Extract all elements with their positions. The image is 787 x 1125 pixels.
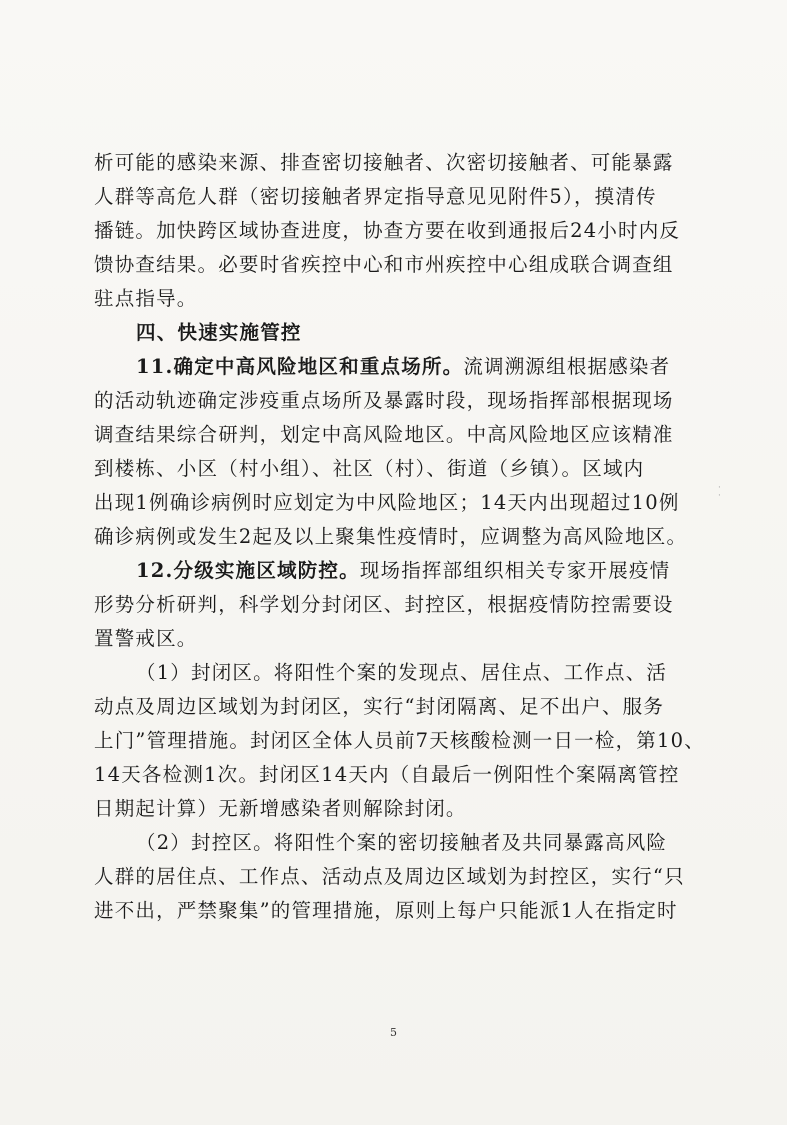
body-line: 人群的居住点、工作点、活动点及周边区域划为封控区，实行“只 [94, 865, 685, 888]
item-12-text: 现场指挥部组织相关专家开展疫情 [359, 559, 671, 582]
body-line: 出现1例确诊病例时应划定为中风险地区；14天内出现超过10例 [94, 491, 680, 514]
body-line: 进不出，严禁聚集”的管理措施，原则上每户只能派1人在指定时 [94, 899, 678, 922]
item-11-first-line [94, 350, 704, 384]
body-line: 人群等高危人群（密切接触者界定指导意见见附件5），摸清传 [94, 185, 657, 208]
body-line: 动点及周边区域划为封闭区，实行“封闭隔离、足不出户、服务 [94, 695, 665, 718]
sub-1-first-line: （1）封闭区。将阳性个案的发现点、居住点、工作点、活 [136, 661, 668, 684]
sub-2-first-line: （2）封控区。将阳性个案的密切接触者及共同暴露高风险 [136, 831, 668, 854]
item-11-title: 11.确定中高风险地区和重点场所。 [136, 355, 464, 378]
body-line: 驻点指导。 [94, 287, 198, 310]
margin-scan-mark: · · [718, 483, 721, 501]
body-line: 播链。加快跨区域协查进度，协查方要在收到通报后24小时内反 [94, 219, 681, 242]
body-line: 形势分析研判，科学划分封闭区、封控区，根据疫情防控需要设 [94, 593, 674, 616]
body-line: 馈协查结果。必要时省疾控中心和市州疾控中心组成联合调查组 [94, 253, 674, 276]
body-line: 到楼栋、小区（村小组）、社区（村）、街道（乡镇）。区域内 [94, 457, 645, 480]
body-line: 14天各检测1次。封闭区14天内（自最后一例阳性个案隔离管控 [94, 763, 680, 786]
body-line: 置警戒区。 [94, 627, 198, 650]
body-line: 析可能的感染来源、排查密切接触者、次密切接触者、可能暴露 [94, 151, 674, 174]
item-12-first-line [94, 554, 704, 588]
document-body [94, 146, 704, 928]
body-line: 确诊病例或发生2起及以上聚集性疫情时，应调整为高风险地区。 [94, 525, 688, 548]
body-line: 的活动轨迹确定涉疫重点场所及暴露时段，现场指挥部根据现场 [94, 389, 674, 412]
item-12-title: 12.分级实施区域防控。 [136, 559, 360, 582]
body-line: 上门”管理措施。封闭区全体人员前7天核酸检测一日一检，第10、 [94, 729, 705, 752]
body-line: 调查结果综合研判，划定中高风险地区。中高风险地区应该精准 [94, 423, 674, 446]
body-line: 日期起计算）无新增感染者则解除封闭。 [94, 797, 467, 820]
item-11-text: 流调溯源组根据感染者 [463, 355, 671, 378]
section-heading: 四、快速实施管控 [136, 321, 302, 344]
page-number: 5 [390, 1026, 397, 1039]
